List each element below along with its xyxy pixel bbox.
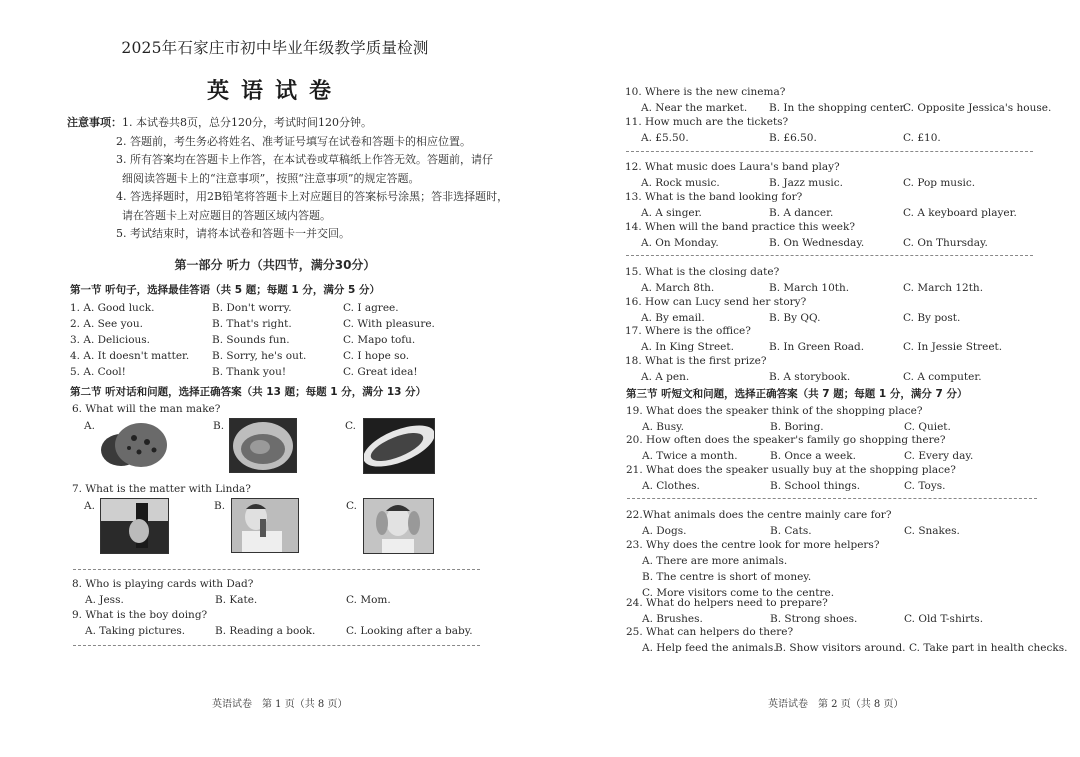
option-c: C. With pleasure. [343,318,435,330]
question-row [70,332,435,348]
option-a: A. Near the market. [641,102,748,114]
option-c: C. Every day. [904,450,974,462]
question-16 [625,294,960,326]
option-label: B. [213,420,225,432]
question-8 [72,576,391,608]
option-a: A. March 8th. [641,282,715,294]
section-3-title: 第三节 听短文和问题，选择正确答案（共 7 题；每题 1 分，满分 7 分） [626,388,968,400]
question-stem: 24. What do helpers need to prepare? [626,597,828,609]
option-b: B. Don't worry. [212,302,292,314]
question-13 [625,189,1017,221]
question-stem: 23. Why does the centre look for more helpers? [626,539,880,551]
option-c: C. Pop music. [903,177,976,189]
section-2-title: 第二节 听对话和问题，选择正确答案（共 13 题；每题 1 分，满分 13 分） [70,386,427,398]
question-25 [626,624,1067,656]
option-b: B. The centre is short of money. [642,571,812,583]
option-a: A. Rock music. [641,177,720,189]
option-b: B. March 10th. [769,282,850,294]
question-stem: 25. What can helpers do there? [626,626,794,638]
question-12 [625,159,975,191]
option-a: A. By email. [641,312,705,324]
section-1-questions [70,300,435,380]
option-c: C. Looking after a baby. [346,625,473,637]
question-stem: 17. Where is the office? [625,325,751,337]
question-stem: 21. What does the speaker usually buy at the shopping place? [626,464,956,476]
part-title: 第一部分 听力（共四节，满分30分） [174,258,376,272]
option-c: C. Mom. [346,594,391,606]
section-divider [73,569,480,570]
page-footer: 英语试卷 第 1 页（共 8 页） [212,699,348,710]
question-stem: 10. Where is the new cinema? [625,86,786,98]
section-divider [73,645,480,646]
option-b: B. Reading a book. [215,625,316,637]
option-b: B. Once a week. [770,450,856,462]
question-14 [625,219,988,251]
question-9 [72,607,473,639]
question-row [70,316,435,332]
option-c: C. Quiet. [904,421,951,433]
exam-page-2 [540,0,1080,757]
section-divider [627,498,1037,499]
cookies-image [99,420,169,470]
option-a: A. Twice a month. [642,450,738,462]
question-10 [625,84,1051,116]
option-label: A. [84,500,95,512]
section-1-title: 第一节 听句子，选择最佳答语（共 5 题；每题 1 分，满分 5 分） [70,284,381,296]
option-b: B. Thank you! [212,366,287,378]
exam-subject: 英语试卷 [206,78,343,104]
option-a: 5. A. Cool! [70,366,126,378]
note-item: 5. 考试结束时，请将本试卷和答题卡一并交回。 [116,227,350,240]
option-b: B. By QQ. [769,312,821,324]
question-stem: 18. What is the first prize? [625,355,767,367]
option-c: C. I agree. [343,302,399,314]
option-a: A. A singer. [641,207,702,219]
option-b: B. Jazz music. [769,177,843,189]
option-b: B. A dancer. [769,207,834,219]
question-stem: 14. When will the band practice this week? [625,221,856,233]
option-a: A. £5.50. [641,132,689,144]
exam-notes [67,114,509,244]
option-a: A. In King Street. [641,341,734,353]
option-label: C. [345,420,356,432]
option-label: A. [84,420,95,432]
page-footer: 英语试卷 第 2 页（共 8 页） [768,699,904,710]
option-b: B. In Green Road. [769,341,865,353]
option-b: B. In the shopping center. [769,102,907,114]
option-c: C. In Jessie Street. [903,341,1003,353]
question-23 [626,537,879,601]
note-item: 3. 所有答案均在答题卡上作答，在本试卷或草稿纸上作答无效。答题前，请仔 [116,153,493,166]
question-row [70,364,435,380]
question-stem: 8. Who is playing cards with Dad? [72,578,254,590]
question-row [70,348,435,364]
option-c: C. Snakes. [904,525,960,537]
option-a: 2. A. See you. [70,318,143,330]
option-b: B. A storybook. [769,371,851,383]
option-a: A. Busy. [642,421,684,433]
question-stem: 11. How much are the tickets? [625,116,789,128]
option-a: A. On Monday. [641,237,719,249]
option-a: 3. A. Delicious. [70,334,151,346]
option-b: B. That's right. [212,318,292,330]
note-item: 4. 答选择题时，用2B铅笔将答题卡上对应题目的答案标号涂黑；答非选择题时， [116,190,509,203]
option-c: C. March 12th. [903,282,984,294]
woman-backache-image [100,498,169,554]
option-a: A. Help feed the animals. [642,642,777,654]
option-a: A. Brushes. [642,613,703,625]
question-stem: 15. What is the closing date? [625,266,780,278]
option-b: B. Sorry, he's out. [212,350,307,362]
option-c: C. Great idea! [343,366,418,378]
option-c: C. Opposite Jessica's house. [903,102,1052,114]
option-b: B. £6.50. [769,132,817,144]
option-c: C. On Thursday. [903,237,988,249]
question-stem: 9. What is the boy doing? [72,609,208,621]
question-stem: 20. How often does the speaker's family go shopping there? [626,434,946,446]
option-a: A. Clothes. [642,480,700,492]
option-c: C. Toys. [904,480,946,492]
question-6-stem: 6. What will the man make? [72,403,221,415]
question-stem: 13. What is the band looking for? [625,191,803,203]
question-24 [626,595,983,627]
question-19 [626,403,951,435]
option-b: B. Cats. [770,525,812,537]
question-17 [625,323,1002,355]
option-c: C. A keyboard player. [903,207,1017,219]
option-c: C. By post. [903,312,961,324]
question-18 [625,353,982,385]
option-c: C. More visitors come to the centre. [642,587,835,599]
section-divider [626,255,1033,256]
option-b: B. School things. [770,480,861,492]
option-b: B. Boring. [770,421,824,433]
option-c: C. I hope so. [343,350,410,362]
question-11 [625,114,941,146]
option-b: B. Strong shoes. [770,613,858,625]
option-label: C. [346,500,357,512]
note-item: 1. 本试卷共8页，总分120分，考试时间120分钟。 [122,116,372,129]
woman-toothache-image [231,498,299,553]
option-b: B. Kate. [215,594,258,606]
note-item: 请在答题卡上对应题目的答题区域内答题。 [122,208,331,222]
question-7-stem: 7. What is the matter with Linda? [72,483,251,495]
option-c: C. Take part in health checks. [909,642,1068,654]
option-a: 4. A. It doesn't matter. [70,350,190,362]
option-a: A. Dogs. [642,525,687,537]
exam-title: 2025年石家庄市初中毕业年级教学质量检测 [121,39,429,57]
option-c: C. Mapo tofu. [343,334,416,346]
option-a: 1. A. Good luck. [70,302,155,314]
question-20 [626,432,973,464]
option-b: B. Sounds fun. [212,334,290,346]
question-stem: 16. How can Lucy send her story? [625,296,807,308]
option-c: C. A computer. [903,371,982,383]
dumplings-image [229,418,297,473]
option-c: C. £10. [903,132,941,144]
note-item: 细阅读答题卡上的“注意事项”，按照“注意事项”的规定答题。 [122,171,420,185]
option-a: A. There are more animals. [642,555,788,567]
question-stem: 19. What does the speaker think of the shopping place? [626,405,923,417]
section-divider [626,151,1033,152]
question-row [70,300,435,316]
note-item: 2. 答题前，考生务必将姓名、准考证号填写在试卷和答题卡的相应位置。 [116,134,471,148]
question-15 [625,264,983,296]
question-21 [626,462,956,494]
question-22 [626,507,960,539]
notes-label: 注意事项： [67,116,122,129]
option-c: C. Old T-shirts. [904,613,984,625]
woman-headache-image [363,498,434,554]
option-b: B. Show visitors around. [775,642,906,654]
option-a: A. A pen. [641,371,690,383]
option-a: A. Taking pictures. [85,625,186,637]
option-b: B. On Wednesday. [769,237,865,249]
question-stem: 22.What animals does the centre mainly care for? [626,509,892,521]
question-stem: 12. What music does Laura's band play? [625,161,840,173]
fish-image [363,418,435,474]
option-label: B. [214,500,226,512]
option-a: A. Jess. [85,594,124,606]
